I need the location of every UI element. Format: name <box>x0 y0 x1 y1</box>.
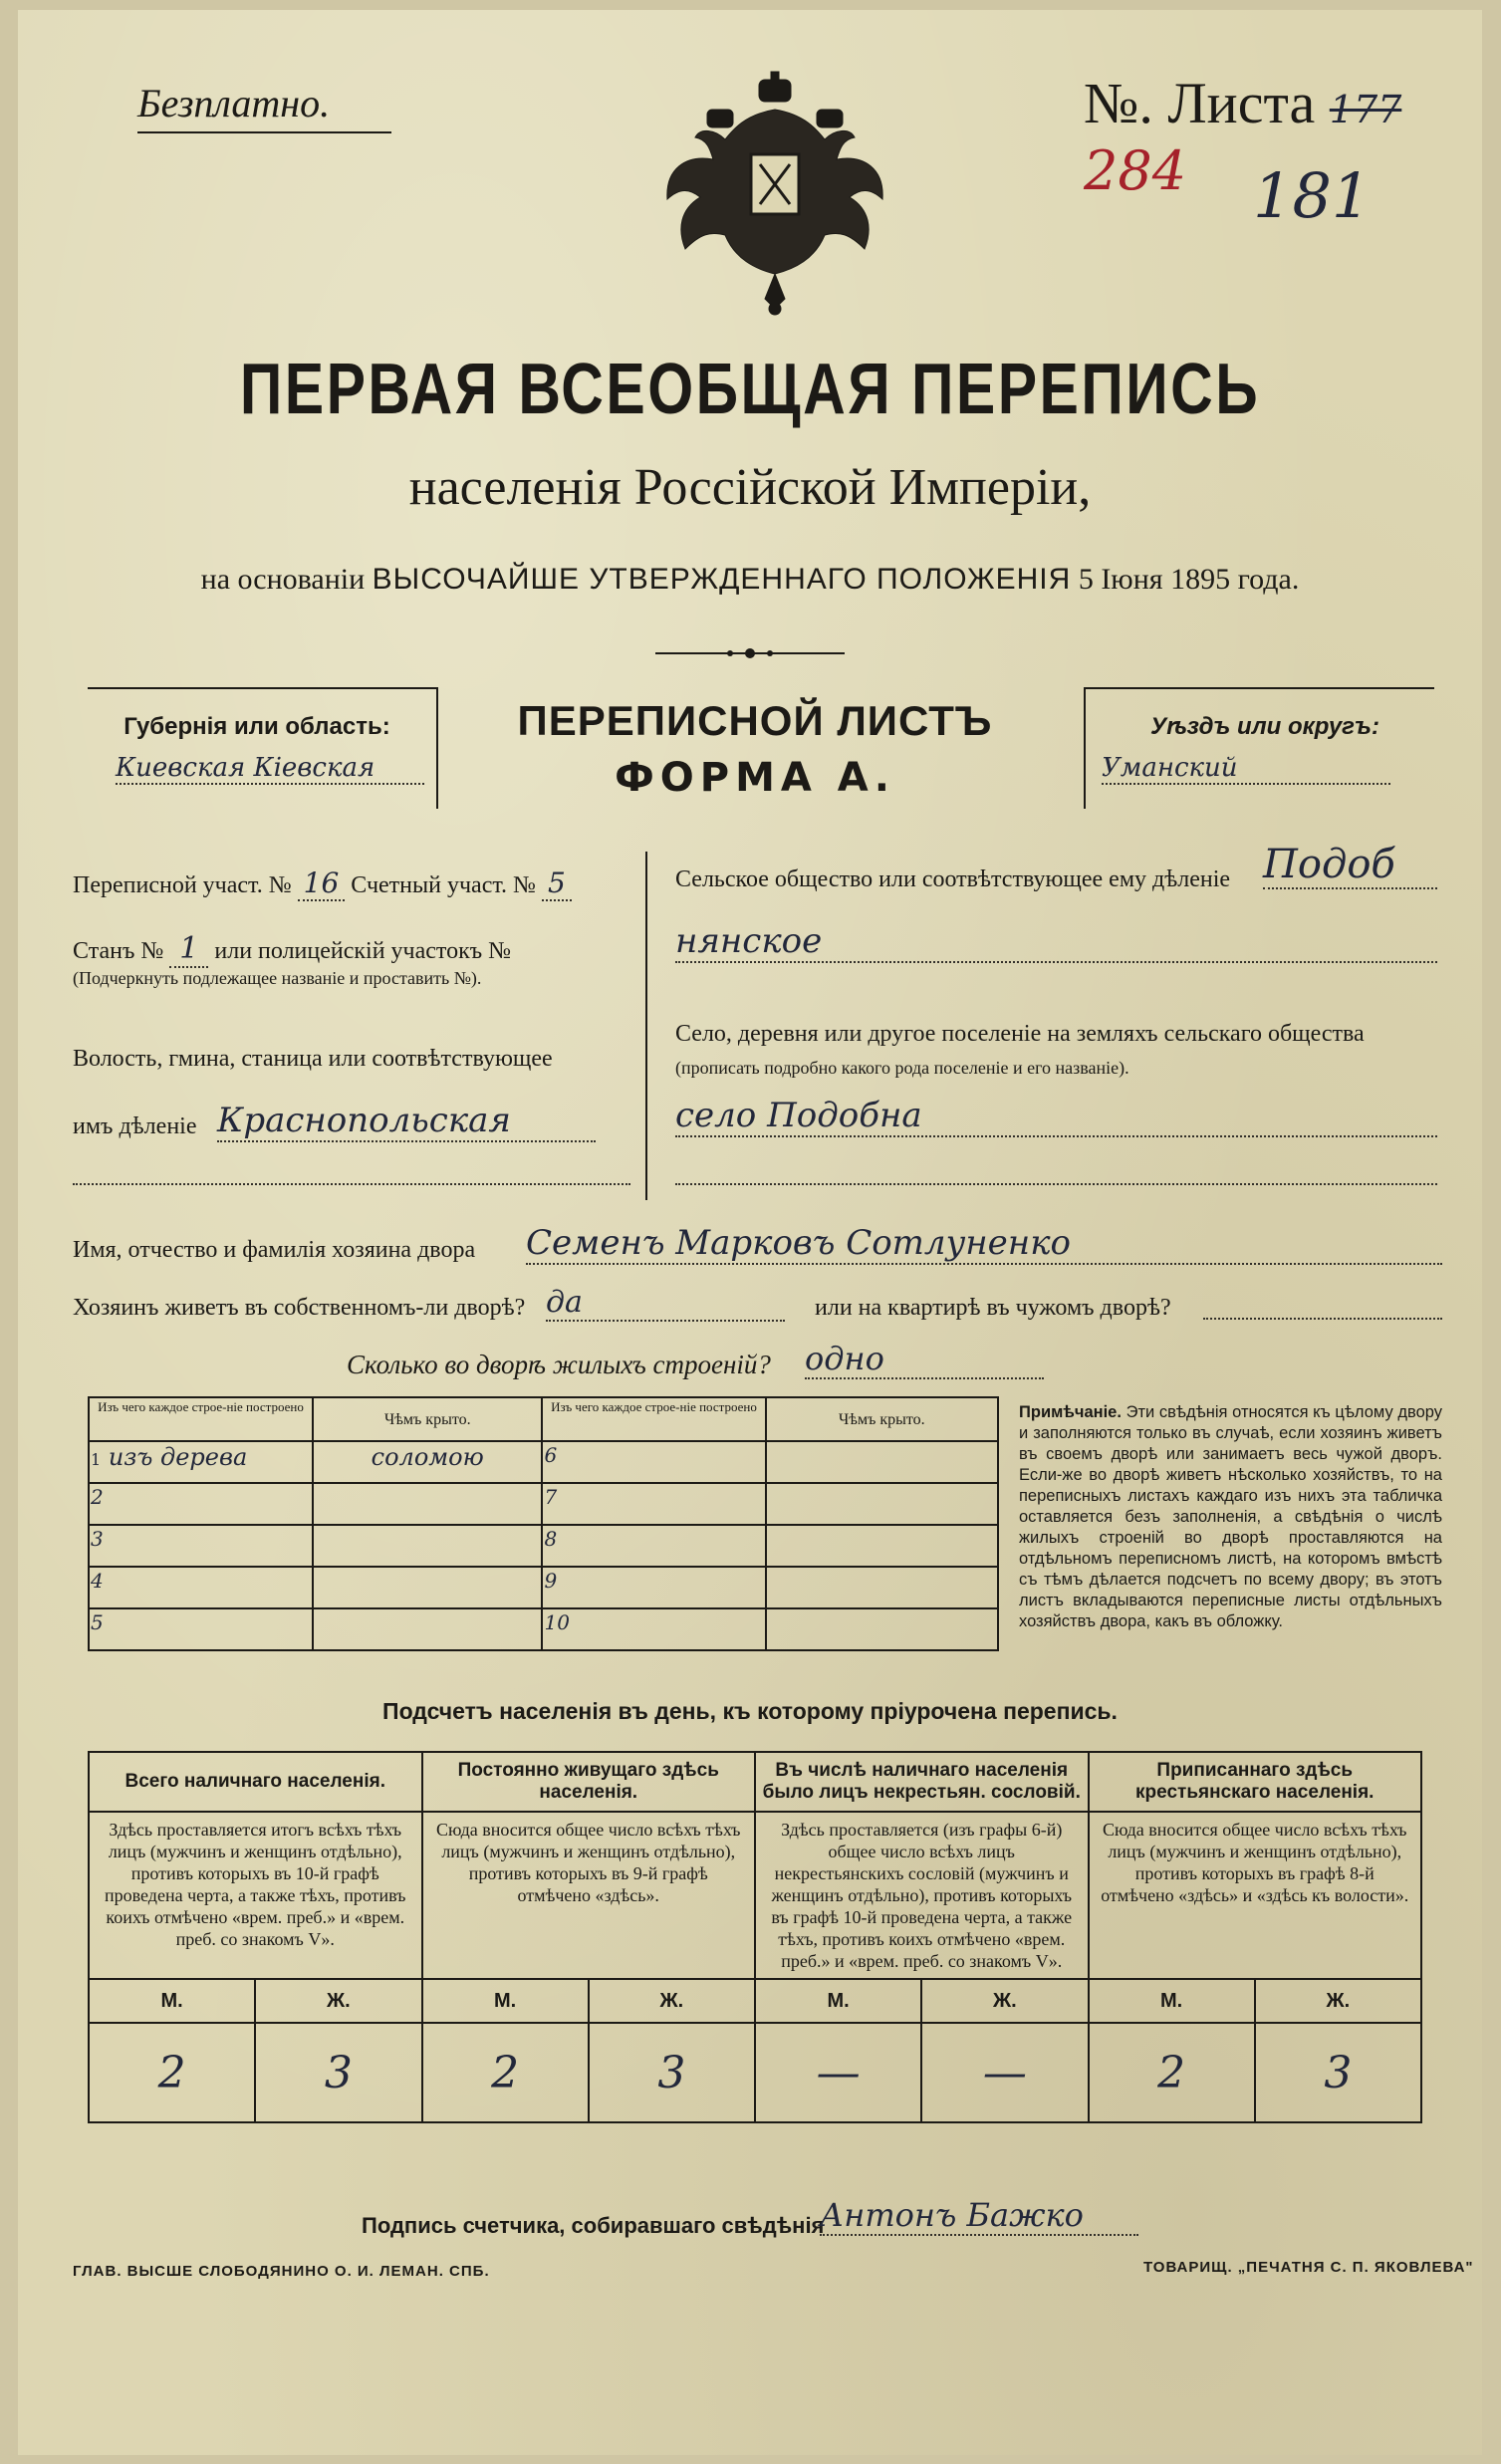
row-number: 1 <box>91 1450 102 1469</box>
row-number: 6 <box>542 1441 765 1483</box>
row-number: 2 <box>89 1483 313 1525</box>
main-title: ПЕРВАЯ ВСЕОБЩАЯ ПЕРЕПИСЬ <box>239 350 1261 429</box>
registered-male-value: 2 <box>1089 2023 1255 2122</box>
census-district-row <box>73 866 630 899</box>
f-label: Ж. <box>1255 1979 1421 2023</box>
table-row <box>89 1567 998 1608</box>
sheet-old-number: 177 <box>1329 88 1402 131</box>
village-value: село Подобна <box>675 1096 1437 1137</box>
col-header-registered: Приписаннаго здѣсь крестьянскаго населенія. <box>1089 1752 1422 1812</box>
village-label-1: Село, деревня или другое поселеніе на земляхъ сельскаго общества <box>675 1021 1365 1047</box>
volost-value: Краснопольская <box>217 1101 596 1142</box>
table-row <box>89 1483 998 1525</box>
census-district-label: Переписной участ. № <box>73 872 292 898</box>
free-underline <box>137 131 391 133</box>
gubernia-label: Губернія или область: <box>124 713 390 740</box>
row-number: 4 <box>89 1567 313 1608</box>
stan-row <box>73 931 630 966</box>
uezd-value: Уманский <box>1102 753 1390 785</box>
census-district-value: 16 <box>298 866 346 901</box>
buildings-table <box>88 1396 999 1651</box>
buildings-value: одно <box>805 1340 1044 1379</box>
fields-divider <box>645 852 647 1200</box>
basis-caps: ВЫСОЧАЙШЕ УТВЕРЖДЕННАГО ПОЛОЖЕНІЯ <box>372 563 1072 596</box>
roof-value: соломою <box>313 1441 543 1483</box>
gubernia-box <box>88 687 438 809</box>
village-label-2: (прописать подробно какого рода поселеніе и его названіе). <box>675 1058 1129 1078</box>
col-desc-non-peasant: Здѣсь проставляется (изъ графы 6-й) общее число всѣхъ лицъ некрестьянскихъ сословій (мужчинъ и женщинъ отдѣльно), противъ которыхъ въ графѣ 10-й проведена черта, а также тѣхъ, противъ коихъ отмѣчено «врем. преб.» и «врем. преб. со знакомъ V». <box>755 1812 1089 1979</box>
owner-name-label: Имя, отчество и фамилія хозяина двора <box>73 1237 476 1263</box>
volost-label-1: Волость, гмина, станица или соотвѣтствующее <box>73 1046 553 1072</box>
uezd-box <box>1084 687 1434 809</box>
gubernia-value: Киевская Кіевская <box>116 753 424 785</box>
society-value-2: нянское <box>675 921 1437 963</box>
basis-line <box>18 563 1482 597</box>
table-row <box>89 1441 998 1483</box>
sheet-number-ink: 181 <box>1253 159 1372 232</box>
row-number: 7 <box>542 1483 765 1525</box>
volost-extra-line <box>73 1183 630 1185</box>
rent-label: или на квартирѣ въ чужомъ дворѣ? <box>815 1295 1171 1321</box>
basis-prefix: на основаніи <box>200 563 366 596</box>
population-table <box>88 1751 1422 2123</box>
permanent-male-value: 2 <box>422 2023 589 2122</box>
m-label: М. <box>89 1979 255 2023</box>
printer-right: ТОВАРИЩ. „ПЕЧАТНЯ С. П. ЯКОВЛЕВА" <box>1143 2259 1474 2276</box>
col-roof-right: Чѣмъ крыто. <box>766 1397 998 1441</box>
row-number: 9 <box>542 1567 765 1608</box>
double-headed-eagle-icon <box>655 70 894 319</box>
police-label: или полицейскій участокъ № <box>214 938 512 964</box>
signature-label: Подпись счетчика, собиравшаго свѣдѣнія <box>362 2213 825 2238</box>
f-label: Ж. <box>589 1979 755 2023</box>
m-label: М. <box>1089 1979 1255 2023</box>
material-value: изъ дерева <box>108 1443 248 1471</box>
count-district-label: Счетный участ. № <box>351 872 536 898</box>
row-number: 3 <box>89 1525 313 1567</box>
sheet-label: №. Листа <box>1084 71 1316 135</box>
col-header-non-peasant: Въ числѣ наличнаго населенія было лицъ некрестьян. сословій. <box>755 1752 1089 1812</box>
m-label: М. <box>422 1979 589 2023</box>
f-label: Ж. <box>921 1979 1088 2023</box>
signature-value: Антонъ Бажко <box>820 2196 1138 2236</box>
own-yard-value: да <box>546 1285 785 1322</box>
subtitle: населенія Россійской Имперіи, <box>408 459 1092 516</box>
village-extra-line <box>675 1183 1437 1185</box>
non-peasant-female-value: — <box>921 2023 1088 2122</box>
society-value-1: Подоб <box>1263 842 1437 889</box>
present-male-value: 2 <box>89 2023 255 2122</box>
table-row <box>89 1525 998 1567</box>
col-material-left: Изъ чего каждое строе-ніе построено <box>89 1397 313 1441</box>
owner-name-value: Семенъ Марковъ Сотлуненко <box>526 1223 1442 1265</box>
printer-left: ГЛАВ. ВЫСШЕ СЛОБОДЯНИНО О. И. ЛЕМАН. СПБ. <box>73 2263 490 2280</box>
row-number: 5 <box>89 1608 313 1650</box>
note-text: Эти свѣдѣнія относятся къ цѣлому двору и заполняются только въ случаѣ, если хозяинъ живетъ въ своемъ дворѣ или занимаетъ весь чужой дворъ. Если-же во дворѣ живетъ нѣсколько хозяйствъ, то на переписныхъ листахъ каждаго изъ нихъ эта табличка оставляется безъ заполненія, а свѣдѣнія о числѣ жилыхъ строеній во дворѣ проставляются на отдѣльномъ переписномъ листѣ, на которомъ вмѣстѣ съ тѣмъ дѣлается подсчетъ по всему двору; въ этотъ листъ вкладываются переписные листы отдѣльныхъ хозяйствъ двора, какъ въ обложку. <box>1019 1403 1442 1630</box>
sheet-title-block <box>436 697 1074 801</box>
col-desc-permanent: Сюда вносится общее число всѣхъ тѣхъ лицъ (мужчинъ и женщинъ отдѣльно), противъ которыхъ въ 9-й графѣ отмѣчено «здѣсь». <box>422 1812 756 1979</box>
society-label: Сельское общество или соотвѣтствующее ему дѣленіе <box>675 866 1231 892</box>
basis-suffix: 5 Іюня 1895 года. <box>1078 563 1300 596</box>
rent-line <box>1203 1318 1442 1320</box>
ornament-divider-icon <box>655 645 845 661</box>
m-label: М. <box>755 1979 921 2023</box>
stan-label: Станъ № <box>73 938 164 964</box>
buildings-note <box>1019 1402 1442 1632</box>
form-label: ФОРМА А. <box>615 755 895 801</box>
row-number: 8 <box>542 1525 765 1567</box>
col-material-right: Изъ чего каждое строе-ніе построено <box>542 1397 765 1441</box>
volost-label-2: имъ дѣленіе <box>73 1113 197 1139</box>
present-female-value: 3 <box>255 2023 421 2122</box>
buildings-label: Сколько во дворѣ жилыхъ строеній? <box>347 1350 771 1379</box>
registered-female-value: 3 <box>1255 2023 1421 2122</box>
uezd-label: Уѣздъ или округъ: <box>1150 713 1379 740</box>
population-title: Подсчетъ населенія въ день, къ которому пріурочена перепись. <box>382 1698 1118 1724</box>
col-desc-registered: Сюда вносится общее число всѣхъ тѣхъ лицъ (мужчинъ и женщинъ отдѣльно), противъ которыхъ въ графѣ 8-й отмѣчено «здѣсь» и «здѣсь къ волости». <box>1089 1812 1422 1979</box>
permanent-female-value: 3 <box>589 2023 755 2122</box>
sheet-number-red: 284 <box>1084 139 1187 202</box>
count-district-value: 5 <box>542 866 572 901</box>
col-desc-present: Здѣсь проставляется итогъ всѣхъ тѣхъ лицъ (мужчинъ и женщинъ отдѣльно), противъ которыхъ въ 10-й графѣ проведена черта, а также тѣхъ, противъ коихъ отмѣчено «врем. преб.» и «врем. преб. со знакомъ V». <box>89 1812 422 1979</box>
col-header-permanent: Постоянно живущаго здѣсь населенія. <box>422 1752 756 1812</box>
own-yard-label: Хозяинъ живетъ въ собственномъ-ли дворѣ? <box>73 1295 526 1321</box>
underline-note: (Подчеркнуть подлежащее названіе и проставить №). <box>73 968 482 988</box>
non-peasant-male-value: — <box>755 2023 921 2122</box>
census-sheet <box>18 10 1482 2455</box>
row-number: 10 <box>542 1608 765 1650</box>
sheet-title: ПЕРЕПИСНОЙ ЛИСТЪ <box>517 697 993 744</box>
table-row <box>89 1608 998 1650</box>
stan-value: 1 <box>169 931 208 968</box>
col-header-present: Всего наличнаго населенія. <box>89 1752 422 1812</box>
f-label: Ж. <box>255 1979 421 2023</box>
note-title: Примѣчаніе. <box>1019 1403 1122 1421</box>
free-label: Безплатно. <box>137 81 331 125</box>
col-roof-left: Чѣмъ крыто. <box>313 1397 543 1441</box>
